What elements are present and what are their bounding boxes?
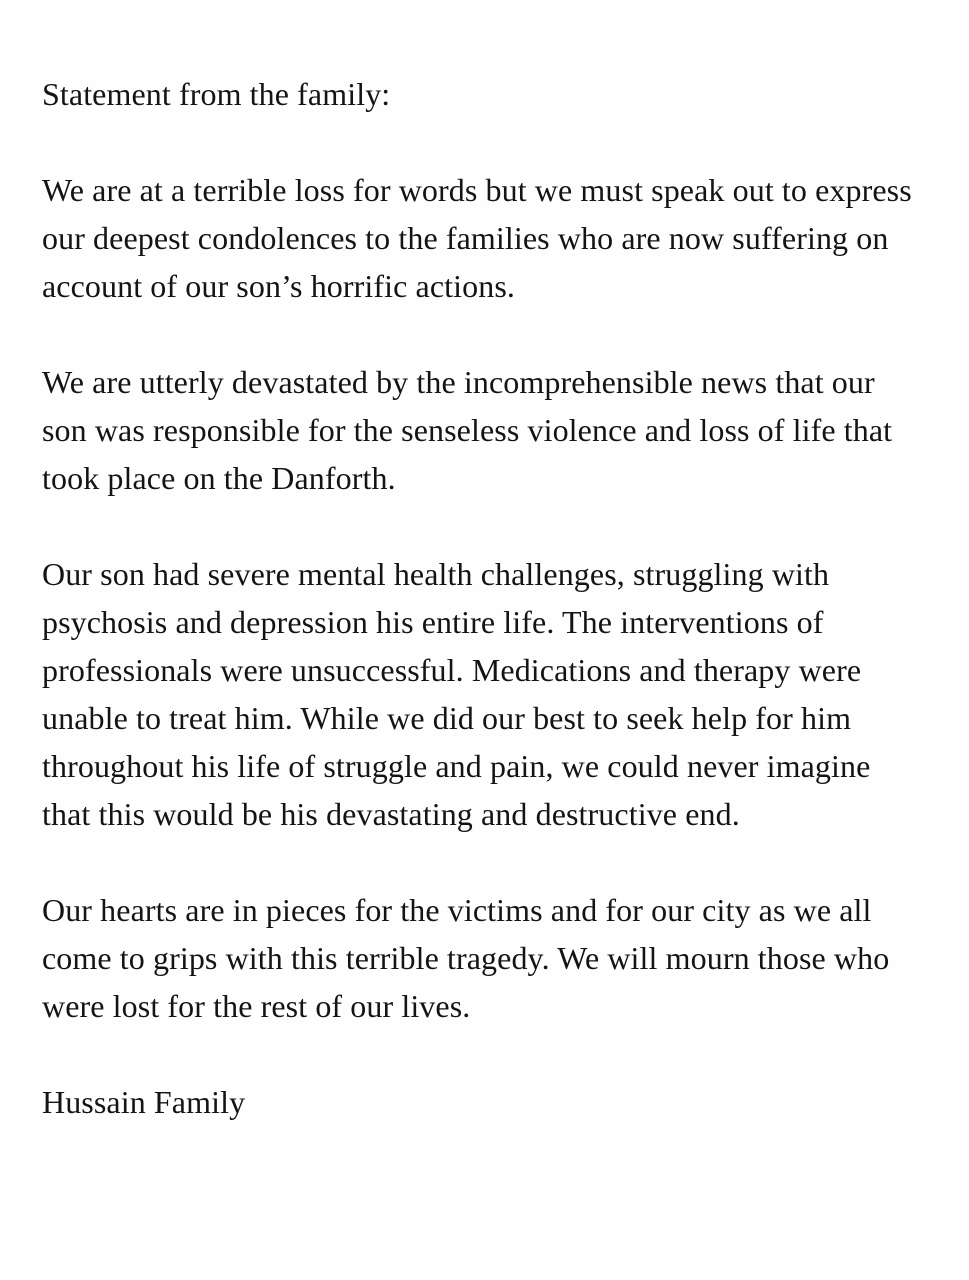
statement-paragraph-mental-health: Our son had severe mental health challenges, struggling with psychosis and depression his entire life. The interventions of professionals were unsuccessful. Medications and therapy were unable to treat him. While we did our best to seek help for him throughout his life of struggle and pain, we could never imagine that this would be his devastating and destructive end. (42, 556, 871, 832)
statement-signature: Hussain Family (42, 1084, 246, 1120)
statement-paragraph-mourning: Our hearts are in pieces for the victims and for our city as we all come to grips with this terrible tragedy. We will mourn those who were lost for the rest of our lives. (42, 892, 890, 1024)
statement-title: Statement from the family: (42, 76, 391, 112)
statement-paragraph-devastated: We are utterly devastated by the incomprehensible news that our son was responsible for the senseless violence and loss of life that took place on the Danforth. (42, 364, 893, 496)
statement-paragraph-condolences: We are at a terrible loss for words but we must speak out to express our deepest condolences to the families who are now suffering on account of our son’s horrific actions. (42, 172, 912, 304)
